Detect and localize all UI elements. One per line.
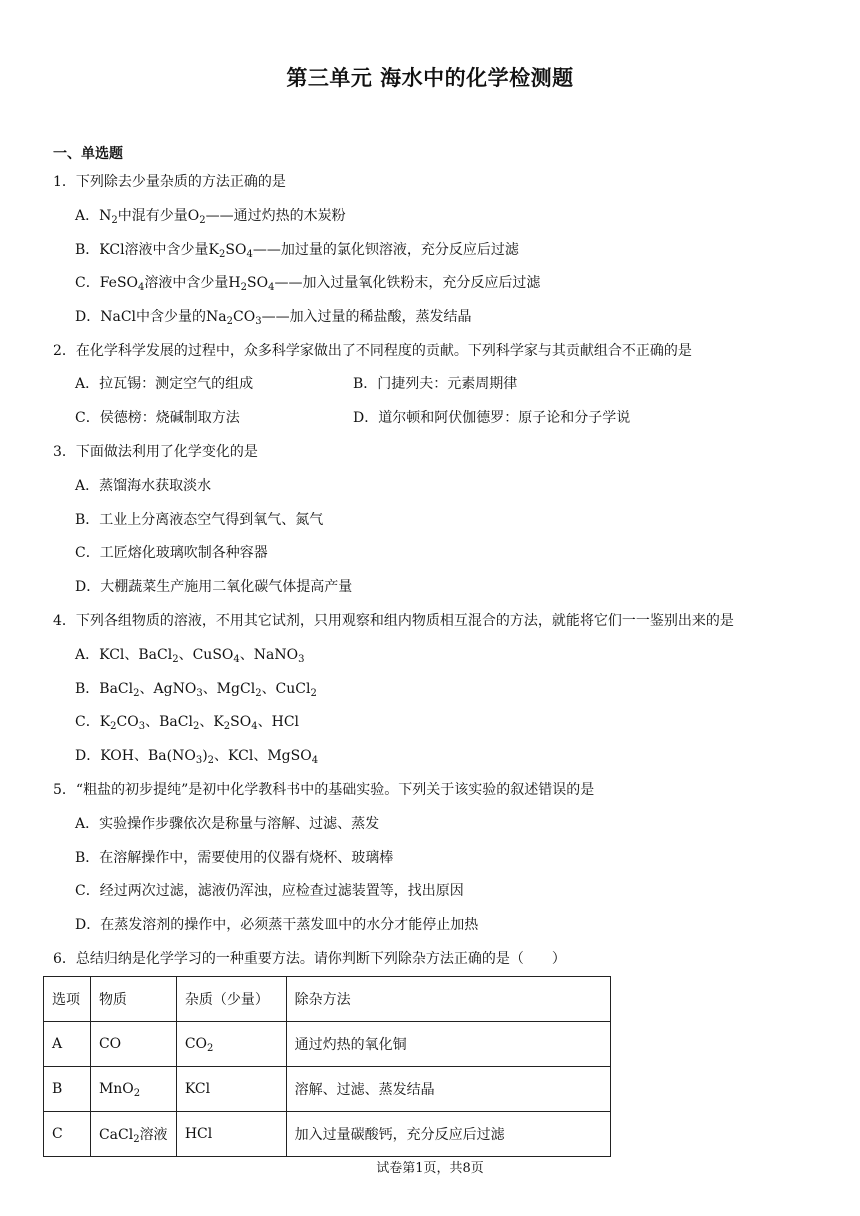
question-3-stem: 3．下面做法利用了化学变化的是: [53, 444, 258, 460]
table-row: [44, 1112, 611, 1157]
table-row: [44, 1022, 611, 1067]
table-cell-method: 通过灼热的氧化铜: [286, 1022, 610, 1067]
table-cell-substance: CO: [90, 1022, 176, 1067]
table-cell-substance: CaCl$_2$溶液: [90, 1112, 176, 1157]
table-cell-option: A: [44, 1022, 91, 1067]
question-1-stem: 1．下列除去少量杂质的方法正确的是: [53, 174, 286, 190]
question-1-option-a: A．$N_2$中混有少量$O_2——$通过灼热的木炭粉: [75, 208, 346, 226]
question-4-stem: 4．下列各组物质的溶液，不用其它试剂，只用观察和组内物质相互混合的方法，就能将它们一一鉴别出来的是: [53, 613, 734, 629]
table-cell-option: B: [44, 1067, 91, 1112]
question-2-option-a: A．拉瓦锡：测定空气的组成: [75, 376, 254, 392]
question-5-option-c: C．经过两次过滤，滤液仍浑浊，应检查过滤装置等，找出原因: [75, 883, 464, 899]
question-1-option-d: D．NaCl中含少量的$Na_2CO_3——$加入过量的稀盐酸，蒸发结晶: [75, 309, 472, 327]
question-3-option-b: B．工业上分离液态空气得到氧气、氮气: [75, 512, 324, 528]
question-4-option-d: D．KOH、$Ba(NO_3)_2$、KCl、MgSO$_4$: [75, 748, 319, 766]
table-header-cell: 除杂方法: [286, 977, 610, 1022]
question-4-option-b: B．BaCl$_2$、AgNO$_3$、MgCl$_2$、CuCl$_2$: [75, 681, 317, 699]
table-header-cell: 物质: [90, 977, 176, 1022]
question-3-option-a: A．蒸馏海水获取淡水: [75, 478, 212, 494]
question-3-option-c: C．工匠熔化玻璃吹制各种容器: [75, 545, 268, 561]
table-cell-method: 加入过量碳酸钙，充分反应后过滤: [286, 1112, 610, 1157]
question-5-option-d: D．在蒸发溶剂的操作中，必须蒸干蒸发皿中的水分才能停止加热: [75, 917, 479, 933]
page-footer: 试卷第1页，共8页: [376, 1161, 484, 1176]
question-2-option-c: C．侯德榜：烧碱制取方法: [75, 410, 240, 426]
table-cell-impurity: $CO_2$: [176, 1022, 286, 1067]
table-cell-method: 溶解、过滤、蒸发结晶: [286, 1067, 610, 1112]
question-4-option-a: A．KCl、BaCl$_2$、CuSO$_4$、NaNO$_3$: [75, 647, 305, 665]
question-3-option-d: D．大棚蔬菜生产施用二氧化碳气体提高产量: [75, 579, 353, 595]
table-header-row: [44, 977, 611, 1022]
table-row: [44, 1067, 611, 1112]
table-cell-option: C: [44, 1112, 91, 1157]
question-5-stem: 5．“粗盐的初步提纯”是初中化学教科书中的基础实验。下列关于该实验的叙述错误的是: [53, 782, 595, 798]
question-5-option-a: A．实验操作步骤依次是称量与溶解、过滤、蒸发: [75, 816, 380, 832]
table-cell-impurity: HCl: [176, 1112, 286, 1157]
question-5-option-b: B．在溶解操作中，需要使用的仪器有烧杯、玻璃棒: [75, 850, 394, 866]
question-2-option-d: D．道尔顿和阿伏伽德罗：原子论和分子学说: [353, 410, 631, 426]
question-1-option-c: C．FeSO$_4$溶液中含少量$H_2SO_4——$加入过量氧化铁粉末，充分反应后过滤: [75, 275, 541, 293]
table-header-cell: 杂质（少量）: [176, 977, 286, 1022]
table-cell-substance: MnO$_2$: [90, 1067, 176, 1112]
question-6-stem: 6．总结归纳是化学学习的一种重要方法。请你判断下列除杂方法正确的是（ ）: [53, 951, 566, 967]
question-1-option-b: B．KCl溶液中含少量$K_2SO_4——$加过量的氯化钡溶液，充分反应后过滤: [75, 242, 519, 260]
table-cell-impurity: KCl: [176, 1067, 286, 1112]
question-2-stem: 2．在化学科学发展的过程中，众多科学家做出了不同程度的贡献。下列科学家与其贡献组合不正确的是: [53, 343, 692, 359]
question-2-option-b: B．门捷列夫：元素周期律: [353, 376, 518, 392]
table-header-cell: 选项: [44, 977, 91, 1022]
question-4-option-c: C．$K_2CO_3$、BaCl$_2$、$K_2SO_4$、HCl: [75, 714, 300, 732]
section-heading: 一、单选题: [53, 146, 123, 162]
page-title: 第三单元 海水中的化学检测题: [286, 65, 574, 90]
question-6-table: [43, 976, 611, 1157]
